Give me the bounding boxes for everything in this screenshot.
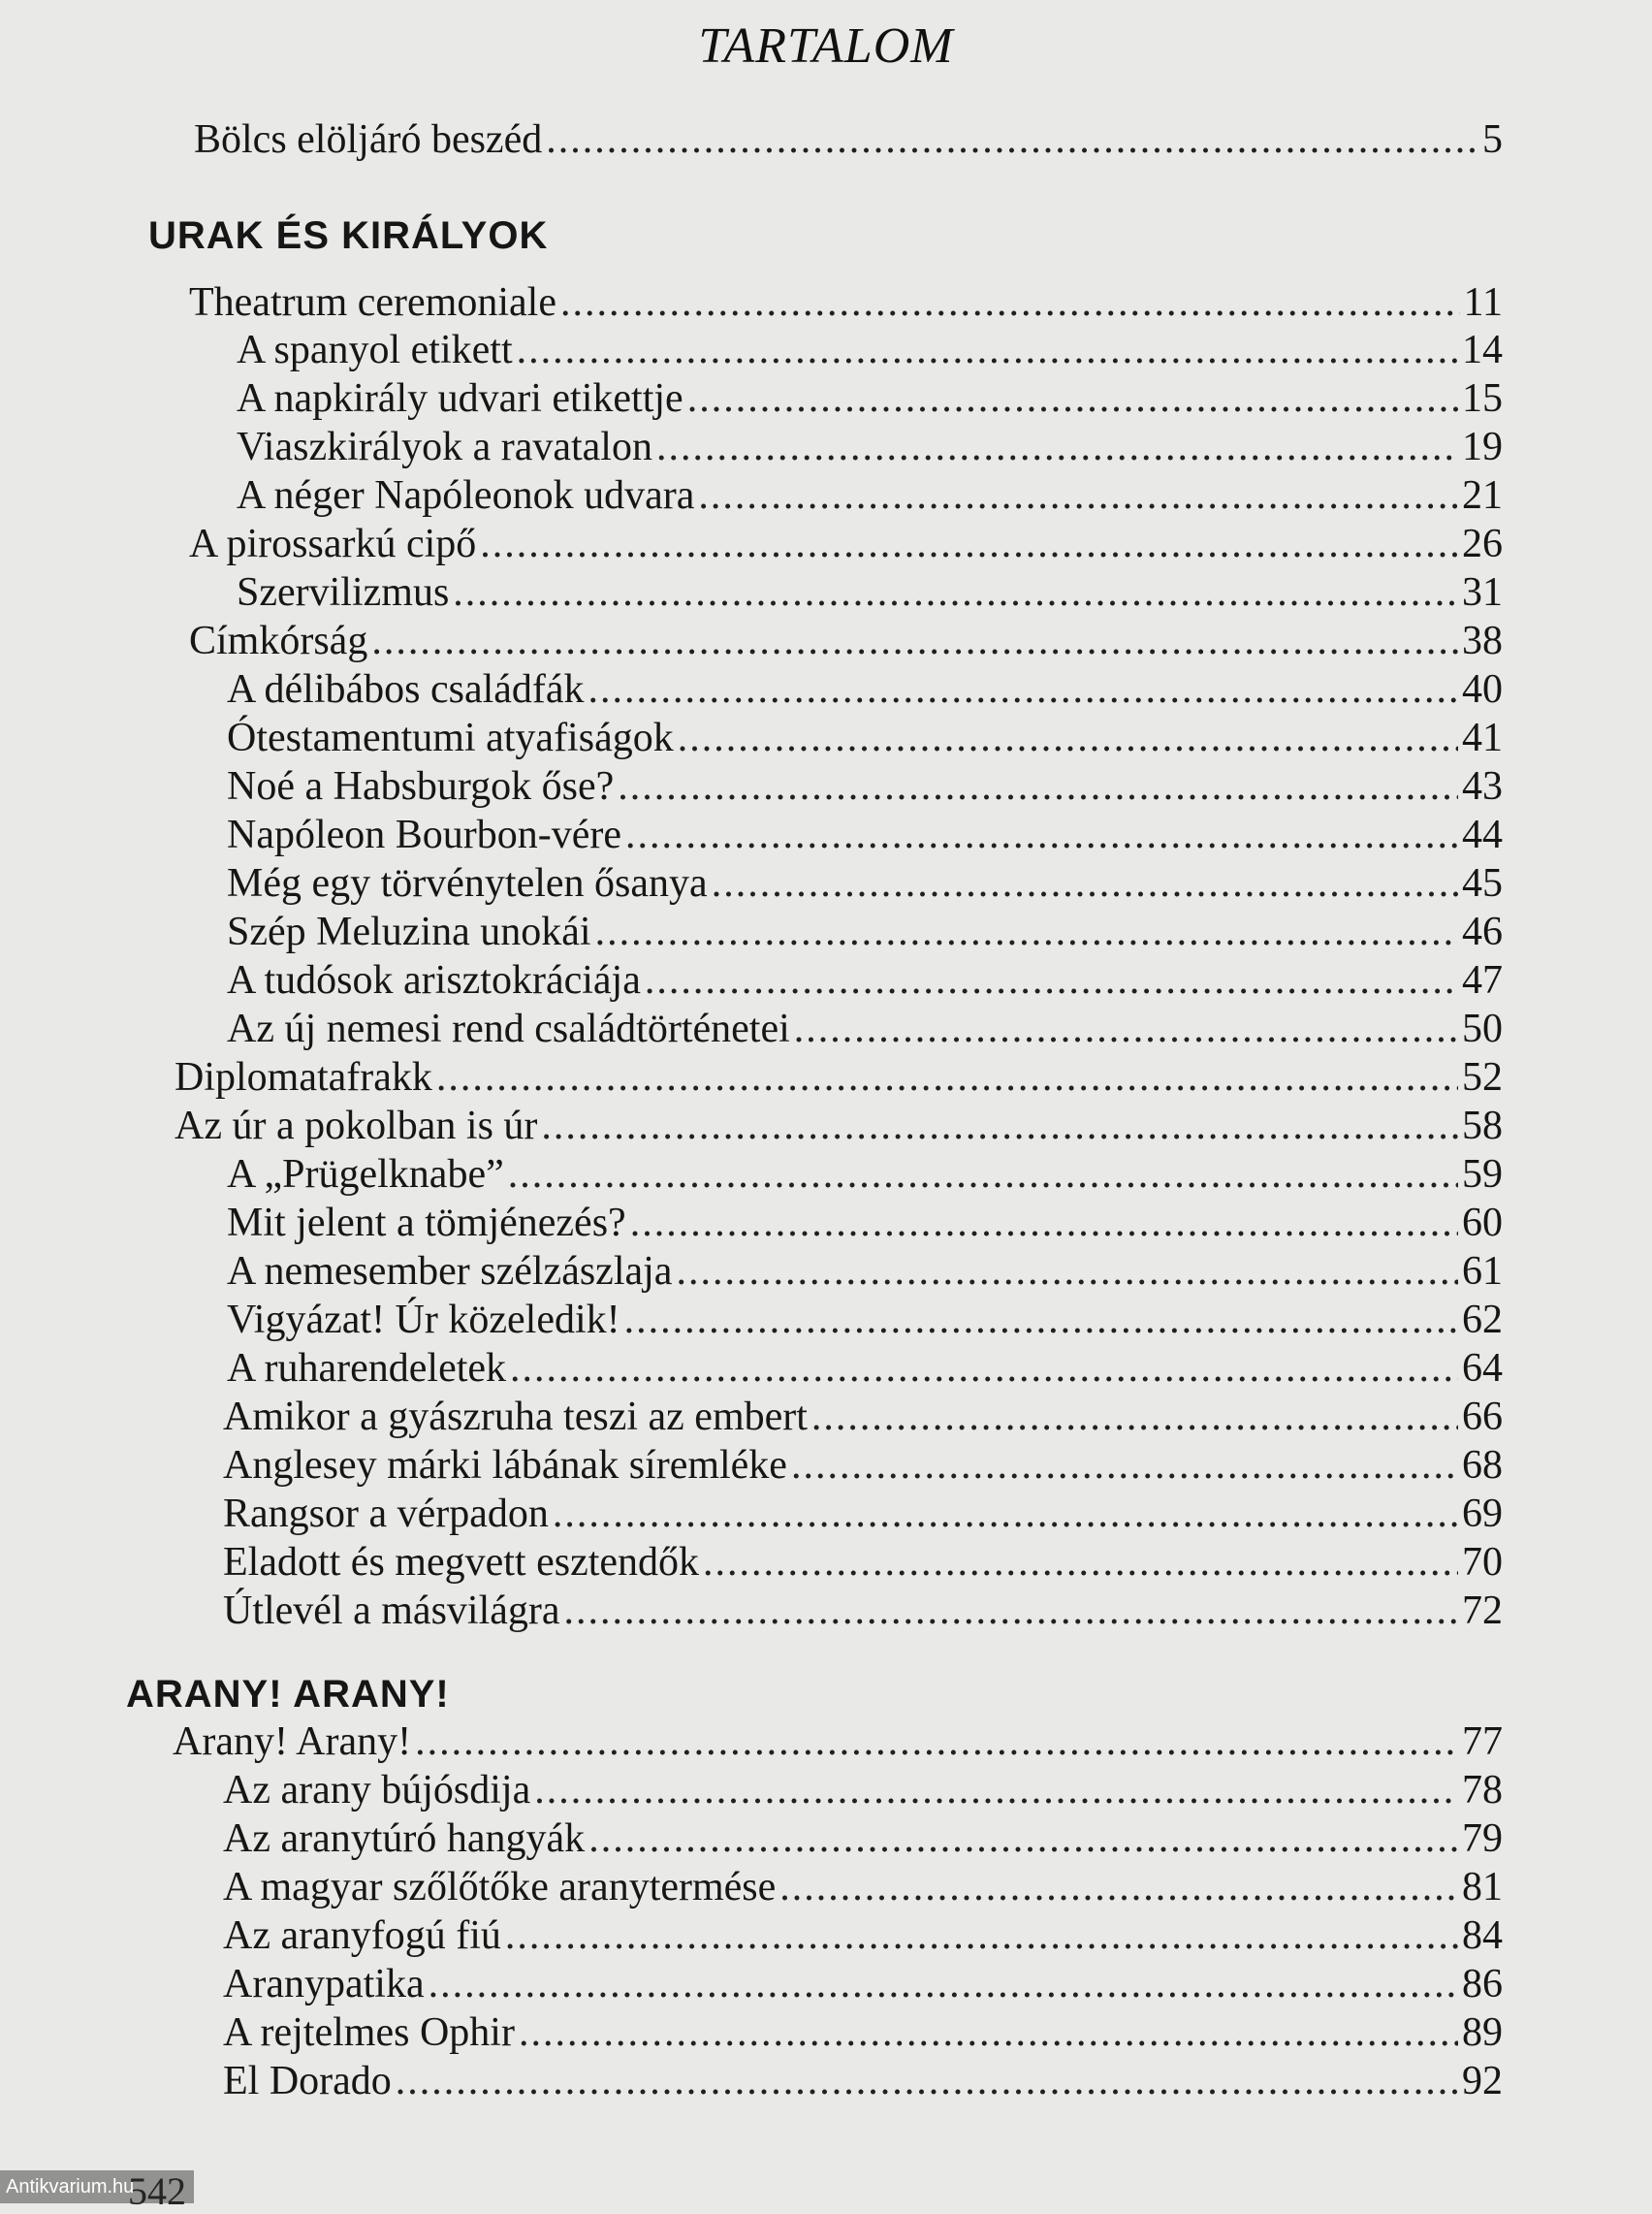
toc-item-row xyxy=(223,1435,1503,1486)
toc-entry-title: Ótestamentumi atyafiságok xyxy=(227,716,674,760)
toc-entry-title: A nemesember szélzászlaja xyxy=(227,1249,673,1294)
toc-item-row xyxy=(237,417,1503,467)
toc-item-row xyxy=(227,999,1503,1049)
toc-page-number: 40 xyxy=(1462,667,1503,712)
dot-leader xyxy=(588,1818,1458,1859)
dot-leader xyxy=(553,1493,1458,1534)
dot-leader xyxy=(505,1915,1458,1956)
toc-item-row xyxy=(227,1290,1503,1340)
toc-item-row xyxy=(223,1906,1503,1956)
dot-leader xyxy=(541,1106,1458,1146)
toc-item-row xyxy=(227,902,1503,952)
toc-page-number: 45 xyxy=(1462,861,1503,906)
toc-page-number: 19 xyxy=(1462,425,1503,469)
toc-entry-title: Theatrum ceremoniale xyxy=(189,280,556,325)
dot-leader xyxy=(618,766,1458,807)
toc-item-row xyxy=(227,950,1503,1001)
toc-page-number: 43 xyxy=(1462,764,1503,809)
watermark: Antikvarium.hu xyxy=(0,2170,194,2203)
toc-page-number: 66 xyxy=(1462,1395,1503,1439)
toc-entry-title: Viaszkirályok a ravatalon xyxy=(237,425,652,469)
dot-leader xyxy=(624,1300,1458,1340)
toc-entry-title: A magyar szőlőtőke aranytermése xyxy=(223,1865,777,1909)
toc-page-number: 21 xyxy=(1462,473,1503,518)
toc-chapter-row xyxy=(189,273,1503,323)
toc-entry-title: Az új nemesi rend családtörténetei xyxy=(227,1007,790,1051)
dot-leader xyxy=(687,378,1458,419)
toc-entry-title: A tudósok arisztokráciája xyxy=(227,958,641,1003)
toc-item-row xyxy=(223,1857,1503,1908)
toc-item-row xyxy=(237,465,1503,516)
dot-leader xyxy=(517,330,1458,370)
toc-page-number: 84 xyxy=(1462,1913,1503,1958)
toc-item-row xyxy=(223,1954,1503,2005)
dot-leader xyxy=(712,863,1458,904)
toc-item-row xyxy=(237,320,1503,370)
toc-entry-title: A ruharendeletek xyxy=(227,1346,507,1391)
toc-page-number: 59 xyxy=(1462,1152,1503,1197)
toc-chapter-row xyxy=(189,514,1503,564)
toc-page-number: 61 xyxy=(1462,1249,1503,1294)
toc-entry-title: Az aranytúró hangyák xyxy=(223,1816,586,1861)
toc-entry-title: A spanyol etikett xyxy=(237,328,513,372)
toc-page-number: 47 xyxy=(1462,958,1503,1003)
toc-entry-title: Még egy törvénytelen ősanya xyxy=(227,861,708,906)
toc-entry-title: A napkirály udvari etikettje xyxy=(237,376,683,421)
dot-leader xyxy=(656,427,1458,467)
toc-entry-title: A „Prügelknabe” xyxy=(227,1152,504,1197)
toc-entry-title: Eladott és megvett esztendők xyxy=(223,1540,700,1585)
toc-entry-title: Rangsor a vérpadon xyxy=(223,1492,549,1536)
toc-page-number: 72 xyxy=(1462,1588,1503,1633)
toc-page-number: 58 xyxy=(1462,1104,1503,1148)
toc-item-row xyxy=(227,708,1503,758)
dot-leader xyxy=(588,669,1458,710)
dot-leader xyxy=(791,1445,1458,1486)
dot-leader xyxy=(560,282,1460,323)
dot-leader xyxy=(779,1867,1458,1908)
toc-page-number: 38 xyxy=(1462,619,1503,663)
toc-entry-title: URAK ÉS KIRÁLYOK xyxy=(148,214,549,257)
toc-entry-title: A pirossarkú cipő xyxy=(189,522,477,566)
toc-page-number: 31 xyxy=(1462,570,1503,615)
dot-leader xyxy=(396,2061,1458,2102)
toc-item-row xyxy=(237,369,1503,419)
dot-leader xyxy=(453,572,1458,613)
toc-page-number: 78 xyxy=(1462,1768,1503,1813)
toc-item-row xyxy=(223,1581,1503,1631)
toc-page-number: 81 xyxy=(1462,1865,1503,1909)
dot-leader xyxy=(436,1057,1458,1098)
dot-leader xyxy=(645,960,1458,1001)
dot-leader xyxy=(564,1590,1458,1631)
toc-entry-title: Az arany bújósdija xyxy=(223,1768,531,1813)
toc-item-row xyxy=(227,853,1503,904)
toc-page-number: 86 xyxy=(1462,1962,1503,2006)
toc-entry-title: Mit jelent a tömjénezés? xyxy=(227,1201,626,1245)
toc-page-number: 79 xyxy=(1462,1816,1503,1861)
toc-page-number: 70 xyxy=(1462,1540,1503,1585)
toc-entry-title: Bölcs elöljáró beszéd xyxy=(194,117,543,162)
toc-page-number: 92 xyxy=(1462,2059,1503,2103)
dot-leader xyxy=(546,119,1478,160)
toc-entry-title: Az aranyfogú fiú xyxy=(223,1913,501,1958)
toc-item-row xyxy=(223,1532,1503,1583)
toc-entry-title: Noé a Habsburgok őse? xyxy=(227,764,615,809)
toc-entry-title: Diplomatafrakk xyxy=(175,1055,432,1100)
toc-entry-title: Anglesey márki lábának síremléke xyxy=(223,1443,787,1488)
dot-leader xyxy=(510,1348,1458,1389)
toc-chapter-row xyxy=(189,611,1503,661)
toc-entry-title: Az úr a pokolban is úr xyxy=(175,1104,538,1148)
toc-page-number: 64 xyxy=(1462,1346,1503,1391)
toc-item-row xyxy=(227,1144,1503,1195)
toc-item-row xyxy=(223,1387,1503,1437)
toc-chapter-row xyxy=(175,1096,1503,1146)
dot-leader xyxy=(415,1721,1458,1762)
toc-item-row xyxy=(237,562,1503,613)
toc-section-heading xyxy=(148,205,1503,255)
toc-item-row xyxy=(227,756,1503,807)
toc-entry-title: Szép Meluzina unokái xyxy=(227,910,591,954)
toc-page-number: 52 xyxy=(1462,1055,1503,1100)
dot-leader xyxy=(678,718,1458,758)
dot-leader xyxy=(519,2012,1458,2053)
toc-entry-title: ARANY! ARANY! xyxy=(126,1673,450,1716)
toc-section-heading xyxy=(126,1663,1503,1714)
toc-chapter-row xyxy=(194,110,1503,160)
toc-entry-title: A néger Napóleonok udvara xyxy=(237,473,695,518)
toc-item-row xyxy=(223,1760,1503,1811)
toc-entry-title: Napóleon Bourbon-vére xyxy=(227,813,622,857)
toc-entry-title: A délibábos családfák xyxy=(227,667,585,712)
dot-leader xyxy=(429,1964,1458,2005)
page-title: TARTALOM xyxy=(698,18,954,74)
toc-page-number: 41 xyxy=(1462,716,1503,760)
toc-entry-title: Szervilizmus xyxy=(237,570,450,615)
toc-item-row xyxy=(223,2051,1503,2102)
toc-page-number: 14 xyxy=(1462,328,1503,372)
toc-entry-title: Aranypatika xyxy=(223,1962,425,2006)
dot-leader xyxy=(595,912,1458,952)
toc-item-row xyxy=(223,1484,1503,1534)
toc-entry-title: Amikor a gyászruha teszi az embert xyxy=(223,1395,808,1439)
page-number: 542 xyxy=(128,2169,186,2213)
toc-page-number: 69 xyxy=(1462,1492,1503,1536)
toc-item-row xyxy=(227,1241,1503,1292)
dot-leader xyxy=(625,815,1458,855)
dot-leader xyxy=(508,1154,1458,1195)
toc-entry-title: El Dorado xyxy=(223,2059,392,2103)
toc-page-number: 89 xyxy=(1462,2010,1503,2055)
dot-leader xyxy=(794,1009,1458,1049)
dot-leader xyxy=(534,1770,1458,1811)
dot-leader xyxy=(371,621,1458,661)
toc-entry-title: Arany! Arany! xyxy=(173,1719,412,1764)
toc-entry-title: Címkórság xyxy=(189,619,368,663)
dot-leader xyxy=(703,1542,1458,1583)
toc-item-row xyxy=(223,2003,1503,2053)
toc-page-number: 50 xyxy=(1462,1007,1503,1051)
toc-chapter-row xyxy=(175,1047,1503,1098)
toc-page-number: 62 xyxy=(1462,1298,1503,1342)
toc-entry-title: Útlevél a másvilágra xyxy=(223,1588,560,1633)
toc-entry-title: A rejtelmes Ophir xyxy=(223,2010,515,2055)
toc-chapter-row xyxy=(173,1712,1503,1762)
toc-page-number: 11 xyxy=(1463,280,1503,325)
toc-item-row xyxy=(227,805,1503,855)
dot-leader xyxy=(480,524,1458,564)
toc-page-number: 77 xyxy=(1462,1719,1503,1764)
dot-leader xyxy=(698,475,1458,516)
toc-item-row xyxy=(223,1809,1503,1859)
toc-item-row xyxy=(227,1338,1503,1389)
dot-leader xyxy=(676,1251,1458,1292)
dot-leader xyxy=(811,1396,1458,1437)
toc-item-row xyxy=(227,659,1503,710)
toc-item-row xyxy=(227,1193,1503,1243)
toc-page-number: 5 xyxy=(1482,117,1503,162)
toc-page-number: 46 xyxy=(1462,910,1503,954)
toc-page-number: 60 xyxy=(1462,1201,1503,1245)
toc-page-number: 68 xyxy=(1462,1443,1503,1488)
dot-leader xyxy=(630,1203,1458,1243)
toc-page-number: 26 xyxy=(1462,522,1503,566)
toc-page-number: 44 xyxy=(1462,813,1503,857)
toc-page-number: 15 xyxy=(1462,376,1503,421)
toc-entry-title: Vigyázat! Úr közeledik! xyxy=(227,1298,620,1342)
